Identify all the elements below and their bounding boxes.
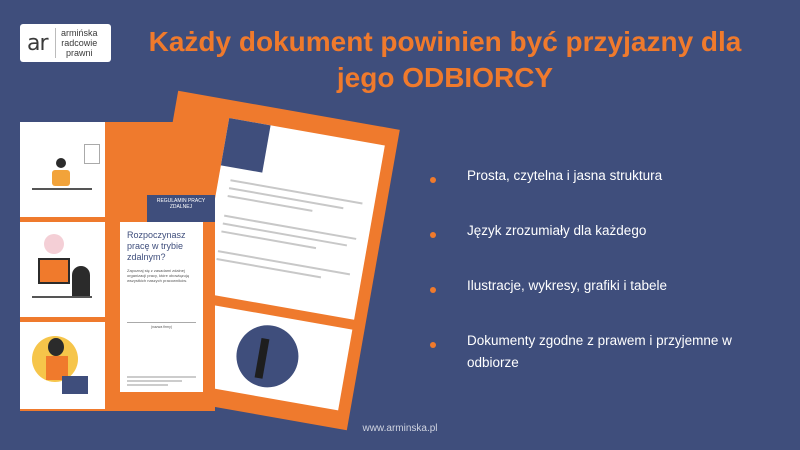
text-line xyxy=(221,230,316,249)
back-page-content xyxy=(198,118,384,320)
logo-line-1: armińska xyxy=(61,28,98,38)
back-page-tag xyxy=(221,118,271,173)
feature-text: Prosta, czytelna i jasna struktura xyxy=(467,168,663,183)
bullet-dot-icon xyxy=(430,287,436,293)
illustration-person-monitor xyxy=(20,222,105,317)
document-heading: Rozpoczynasz pracę w trybie zdalnym? xyxy=(127,230,186,262)
document-footnote xyxy=(127,376,196,386)
website-url: www.arminska.pl xyxy=(362,423,438,434)
text-line xyxy=(228,195,313,212)
bullet-dot-icon xyxy=(430,342,436,348)
feature-text: Dokumenty zgodne z prawem i przyjemne w odbiorze xyxy=(467,333,732,370)
illustration-person-laptop xyxy=(20,122,105,217)
logo-wordmark xyxy=(55,28,98,58)
logo-line-2: radcowie xyxy=(61,38,98,48)
photo-circle xyxy=(232,320,304,392)
feature-text: Język zrozumiały dla każdego xyxy=(467,223,647,238)
document-body: Zapoznaj się z zasadami zdalnej organizacji pracy, które obowiązują wszystkich naszych pracowników. xyxy=(127,268,189,283)
bullet-dot-icon xyxy=(430,232,436,238)
document-card xyxy=(120,222,203,392)
bullet-dot-icon xyxy=(430,177,436,183)
feature-text: Ilustracje, wykresy, grafiki i tabele xyxy=(467,278,668,293)
logo-mark: ar xyxy=(27,30,48,56)
logo-line-3: prawni xyxy=(66,48,93,58)
document-signature: (nazwa firmy) xyxy=(127,322,196,329)
document-tag: REGULAMIN PRACY ZDALNEJ xyxy=(147,195,215,222)
illustration-strip xyxy=(20,122,105,411)
slide-title: Każdy dokument powinien być przyjazny dla jego ODBIORCY xyxy=(148,26,742,93)
illustration-person-desk xyxy=(20,322,105,409)
company-logo xyxy=(20,24,111,62)
